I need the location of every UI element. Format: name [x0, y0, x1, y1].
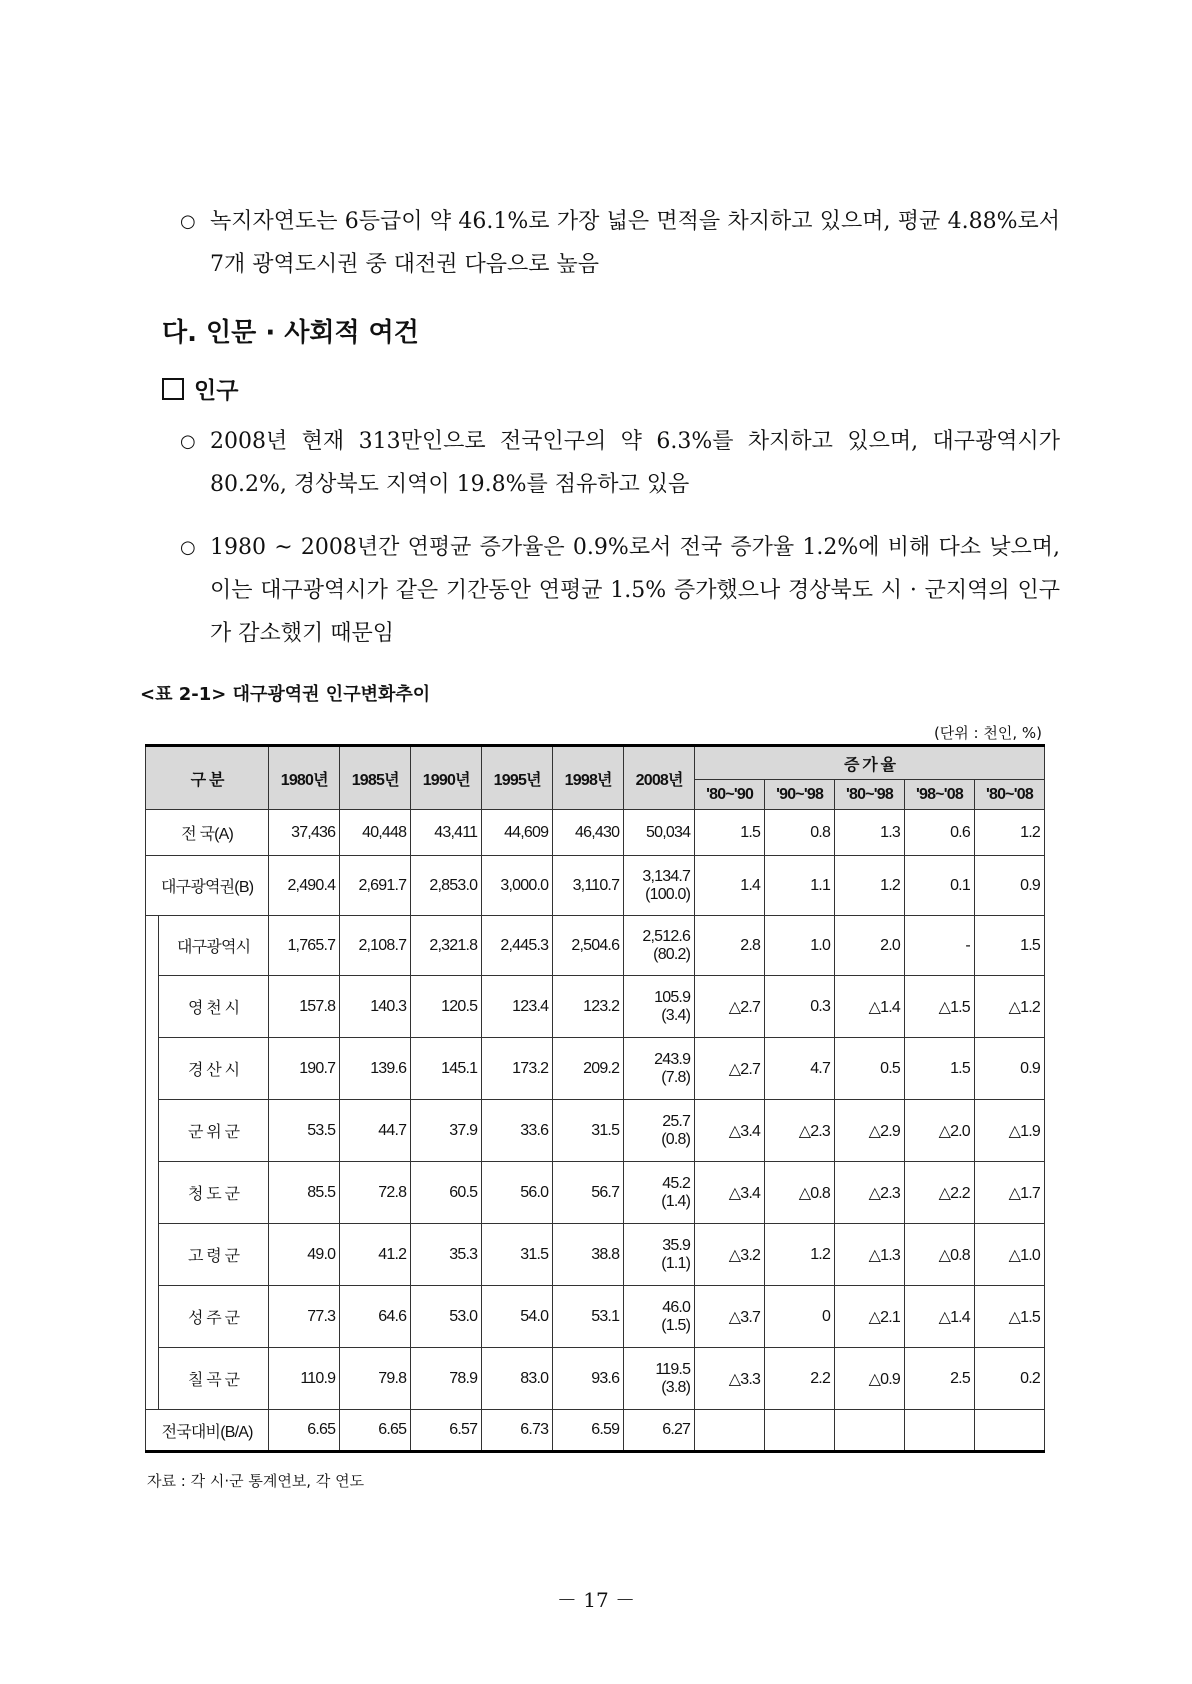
header-period: '80~'90	[695, 780, 765, 810]
value-cell: 6.65	[269, 1410, 340, 1452]
row-label: 청 도 군	[159, 1162, 269, 1224]
table-row	[146, 1162, 1045, 1224]
value-2008: 6.27	[662, 1421, 691, 1438]
growth-cell: △2.9	[835, 1100, 905, 1162]
bullet: ○	[180, 211, 196, 232]
value-cell: 43,411	[411, 810, 482, 856]
growth-cell: 1.0	[765, 916, 835, 976]
value-cell: 6.59	[553, 1410, 624, 1452]
growth-cell: △2.3	[835, 1162, 905, 1224]
value-cell: 140.3	[340, 976, 411, 1038]
growth-cell: △1.4	[835, 976, 905, 1038]
growth-cell: 1.2	[765, 1224, 835, 1286]
header-year: 1980년	[269, 746, 340, 810]
value-cell: 56.0	[482, 1162, 553, 1224]
value-cell: 2,691.7	[340, 856, 411, 916]
paragraph-text: 1980 ~ 2008년간 연평균 증가율은 0.9%로서 전국 증가율 1.2%에 비해 다소 낮으며, 이는 대구광역시가 같은 기간동안 연평균 1.5% 증가했으나 경상북도 시 · 군지역의 인구가 감소했기 때문임	[210, 535, 1060, 646]
value-cell: 6.57	[411, 1410, 482, 1452]
value-cell: 190.7	[269, 1038, 340, 1100]
growth-cell	[904, 1410, 974, 1452]
growth-cell: 1.4	[695, 856, 765, 916]
table-row	[146, 1348, 1045, 1410]
value-cell: 46,430	[553, 810, 624, 856]
bullet: ○	[180, 431, 196, 452]
growth-cell: 0.2	[974, 1348, 1044, 1410]
growth-cell: 0.9	[974, 856, 1044, 916]
value-cell: 6.65	[340, 1410, 411, 1452]
share-2008: (0.8)	[661, 1130, 691, 1148]
growth-cell	[974, 1410, 1044, 1452]
table-row	[146, 916, 1045, 976]
growth-cell: △1.5	[974, 1286, 1044, 1348]
value-cell: 3,110.7	[553, 856, 624, 916]
indent-cell	[146, 916, 159, 1410]
growth-cell: 2.2	[765, 1348, 835, 1410]
growth-cell: 1.1	[765, 856, 835, 916]
share-2008: (3.4)	[661, 1006, 691, 1024]
header-period: '90~'98	[765, 780, 835, 810]
value-2008: 105.9	[654, 988, 691, 1006]
value-cell-2008	[624, 1224, 695, 1286]
value-cell: 110.9	[269, 1348, 340, 1410]
value-cell-2008	[624, 810, 695, 856]
value-cell-2008	[624, 976, 695, 1038]
growth-cell: 0.1	[904, 856, 974, 916]
growth-cell: 1.5	[904, 1038, 974, 1100]
share-2008: (80.2)	[653, 945, 691, 963]
growth-cell: 0.8	[765, 810, 835, 856]
growth-cell: 1.5	[695, 810, 765, 856]
value-cell: 85.5	[269, 1162, 340, 1224]
table-caption: <표 2-1> 대구광역권 인구변화추이	[140, 684, 431, 705]
subsection-title-text: 인구	[194, 378, 239, 404]
value-2008: 46.0	[662, 1298, 691, 1316]
growth-cell: △2.7	[695, 1038, 765, 1100]
table-row	[146, 1100, 1045, 1162]
value-cell: 2,853.0	[411, 856, 482, 916]
paragraph-population-share	[180, 420, 1060, 506]
value-cell: 1,765.7	[269, 916, 340, 976]
growth-cell: △0.9	[835, 1348, 905, 1410]
value-cell: 53.5	[269, 1100, 340, 1162]
row-label: 전 국(A)	[146, 810, 269, 856]
paragraph-green-naturalness	[180, 200, 1060, 286]
value-cell-2008	[624, 856, 695, 916]
value-cell: 37.9	[411, 1100, 482, 1162]
growth-cell: △3.7	[695, 1286, 765, 1348]
value-cell: 2,504.6	[553, 916, 624, 976]
table-row	[146, 856, 1045, 916]
growth-cell: △2.7	[695, 976, 765, 1038]
table-row	[146, 810, 1045, 856]
value-cell: 123.4	[482, 976, 553, 1038]
value-cell: 37,436	[269, 810, 340, 856]
growth-cell: △2.2	[904, 1162, 974, 1224]
section-title: 다. 인문 · 사회적 여건	[162, 318, 419, 348]
checkbox-square-icon	[162, 378, 184, 400]
table-unit: (단위 : 천인, %)	[933, 724, 1042, 742]
row-label: 대구광역시	[159, 916, 269, 976]
value-cell: 31.5	[482, 1224, 553, 1286]
growth-cell: △3.3	[695, 1348, 765, 1410]
growth-cell: 0.5	[835, 1038, 905, 1100]
value-cell: 44.7	[340, 1100, 411, 1162]
growth-cell: △2.0	[904, 1100, 974, 1162]
header-category: 구 분	[146, 746, 269, 810]
row-label: 칠 곡 군	[159, 1348, 269, 1410]
value-cell-2008	[624, 1038, 695, 1100]
value-cell: 6.73	[482, 1410, 553, 1452]
header-period: '98~'08	[904, 780, 974, 810]
value-cell: 56.7	[553, 1162, 624, 1224]
growth-cell: △0.8	[904, 1224, 974, 1286]
value-cell: 33.6	[482, 1100, 553, 1162]
value-cell: 3,000.0	[482, 856, 553, 916]
value-cell: 83.0	[482, 1348, 553, 1410]
growth-cell: 2.5	[904, 1348, 974, 1410]
growth-cell: △1.5	[904, 976, 974, 1038]
growth-cell: 0.3	[765, 976, 835, 1038]
row-label: 군 위 군	[159, 1100, 269, 1162]
subsection-title-population	[162, 372, 238, 405]
value-cell: 2,108.7	[340, 916, 411, 976]
value-cell: 209.2	[553, 1038, 624, 1100]
growth-cell: △0.8	[765, 1162, 835, 1224]
value-cell: 79.8	[340, 1348, 411, 1410]
growth-cell	[695, 1410, 765, 1452]
growth-cell: 0	[765, 1286, 835, 1348]
value-2008: 45.2	[662, 1174, 691, 1192]
header-year: 1985년	[340, 746, 411, 810]
value-cell: 2,490.4	[269, 856, 340, 916]
header-growth: 증 가 율	[695, 746, 1045, 780]
row-label: 전국대비(B/A)	[146, 1410, 269, 1452]
table-row	[146, 1410, 1045, 1452]
growth-cell: 4.7	[765, 1038, 835, 1100]
value-cell-2008	[624, 1162, 695, 1224]
header-year: 1990년	[411, 746, 482, 810]
share-2008: (1.5)	[661, 1316, 691, 1334]
value-cell: 72.8	[340, 1162, 411, 1224]
header-year: 1995년	[482, 746, 553, 810]
value-cell: 139.6	[340, 1038, 411, 1100]
value-cell: 41.2	[340, 1224, 411, 1286]
value-cell: 123.2	[553, 976, 624, 1038]
value-cell: 145.1	[411, 1038, 482, 1100]
share-2008: (100.0)	[645, 885, 691, 903]
value-cell: 2,445.3	[482, 916, 553, 976]
value-2008: 25.7	[662, 1112, 691, 1130]
row-label: 고 령 군	[159, 1224, 269, 1286]
growth-cell: 1.3	[835, 810, 905, 856]
share-2008: (1.4)	[661, 1192, 691, 1210]
growth-cell: 0.6	[904, 810, 974, 856]
growth-cell	[835, 1410, 905, 1452]
value-cell-2008	[624, 916, 695, 976]
growth-cell: △3.2	[695, 1224, 765, 1286]
value-2008: 243.9	[654, 1050, 691, 1068]
row-label: 경 산 시	[159, 1038, 269, 1100]
value-cell: 64.6	[340, 1286, 411, 1348]
page-number: － 17 －	[556, 1588, 636, 1612]
value-cell: 49.0	[269, 1224, 340, 1286]
row-label: 영 천 시	[159, 976, 269, 1038]
growth-cell: △1.2	[974, 976, 1044, 1038]
growth-cell: △1.4	[904, 1286, 974, 1348]
value-cell: 78.9	[411, 1348, 482, 1410]
share-2008: (1.1)	[661, 1254, 691, 1272]
value-cell: 93.6	[553, 1348, 624, 1410]
growth-cell: -	[904, 916, 974, 976]
growth-cell	[765, 1410, 835, 1452]
value-2008: 35.9	[662, 1236, 691, 1254]
table-source: 자료 : 각 시·군 통계연보, 각 연도	[147, 1472, 365, 1490]
table-row	[146, 1286, 1045, 1348]
value-cell: 2,321.8	[411, 916, 482, 976]
value-2008: 50,034	[646, 823, 691, 841]
share-2008: (7.8)	[661, 1068, 691, 1086]
growth-cell: △3.4	[695, 1162, 765, 1224]
value-cell-2008	[624, 1100, 695, 1162]
value-2008: 2,512.6	[642, 927, 691, 945]
table-row	[146, 976, 1045, 1038]
header-year: 1998년	[553, 746, 624, 810]
growth-cell: △2.3	[765, 1100, 835, 1162]
value-cell: 173.2	[482, 1038, 553, 1100]
growth-cell: 1.2	[974, 810, 1044, 856]
value-cell: 53.0	[411, 1286, 482, 1348]
value-cell: 44,609	[482, 810, 553, 856]
header-period: '80~'08	[974, 780, 1044, 810]
value-cell-2008	[624, 1348, 695, 1410]
value-2008: 3,134.7	[642, 867, 691, 885]
growth-cell: 1.2	[835, 856, 905, 916]
header-year: 2008년	[624, 746, 695, 810]
growth-cell: 2.0	[835, 916, 905, 976]
value-cell: 77.3	[269, 1286, 340, 1348]
value-cell: 54.0	[482, 1286, 553, 1348]
bullet: ○	[180, 537, 196, 558]
value-cell: 120.5	[411, 976, 482, 1038]
growth-cell: △1.9	[974, 1100, 1044, 1162]
table-row	[146, 1038, 1045, 1100]
growth-cell: △1.3	[835, 1224, 905, 1286]
row-label: 성 주 군	[159, 1286, 269, 1348]
value-cell-2008	[624, 1410, 695, 1452]
value-cell: 38.8	[553, 1224, 624, 1286]
table-row	[146, 1224, 1045, 1286]
growth-cell: △2.1	[835, 1286, 905, 1348]
paragraph-text: 녹지자연도는 6등급이 약 46.1%로 가장 넓은 면적을 차지하고 있으며, 평균 4.88%로서 7개 광역도시권 중 대전권 다음으로 높음	[210, 209, 1060, 277]
value-cell: 40,448	[340, 810, 411, 856]
value-cell: 35.3	[411, 1224, 482, 1286]
row-label: 대구광역권(B)	[146, 856, 269, 916]
paragraph-text: 2008년 현재 313만인으로 전국인구의 약 6.3%를 차지하고 있으며, 대구광역시가 80.2%, 경상북도 지역이 19.8%를 점유하고 있음	[210, 429, 1060, 497]
value-cell-2008	[624, 1286, 695, 1348]
growth-cell: △1.0	[974, 1224, 1044, 1286]
growth-cell: 2.8	[695, 916, 765, 976]
value-cell: 53.1	[553, 1286, 624, 1348]
header-period: '80~'98	[835, 780, 905, 810]
value-2008: 119.5	[655, 1360, 691, 1378]
growth-cell: 0.9	[974, 1038, 1044, 1100]
growth-cell: △3.4	[695, 1100, 765, 1162]
value-cell: 31.5	[553, 1100, 624, 1162]
value-cell: 157.8	[269, 976, 340, 1038]
share-2008: (3.8)	[661, 1378, 691, 1396]
growth-cell: 1.5	[974, 916, 1044, 976]
value-cell: 60.5	[411, 1162, 482, 1224]
paragraph-growth-rate	[180, 526, 1060, 655]
population-table	[145, 744, 1045, 1453]
growth-cell: △1.7	[974, 1162, 1044, 1224]
